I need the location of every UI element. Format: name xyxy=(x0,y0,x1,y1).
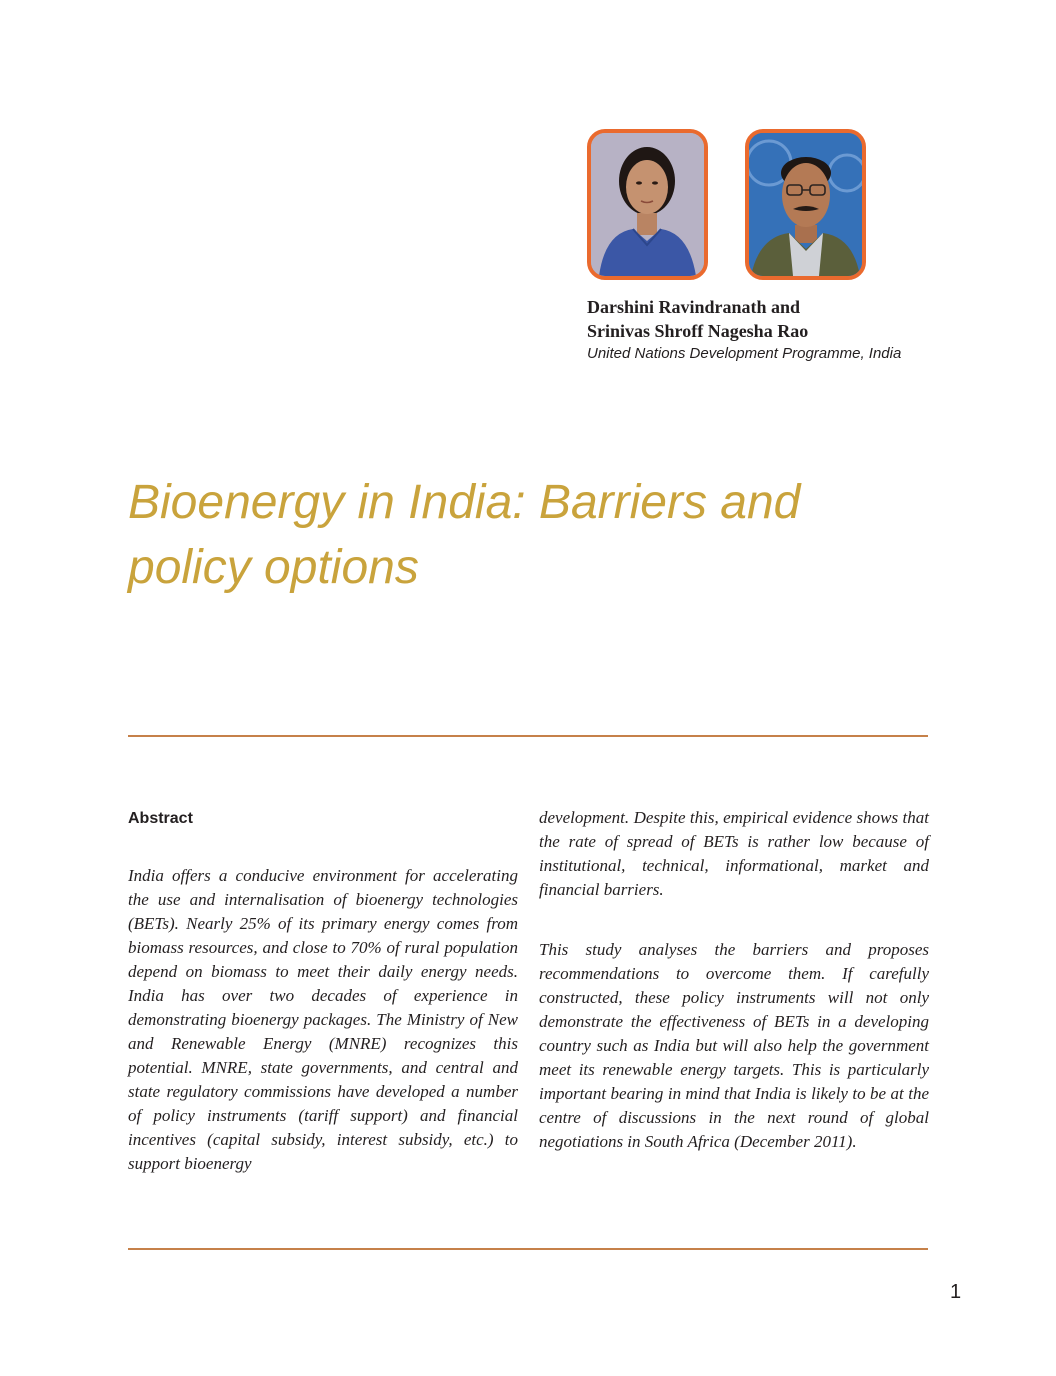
author-affiliation: United Nations Development Programme, India xyxy=(587,345,902,362)
author-name-line-2: Srinivas Shroff Nagesha Rao xyxy=(587,321,809,341)
abstract-paragraph-left: India offers a conducive environment for accelerating the use and internalisation of bioenergy technologies (BETs). Nearly 25% of its primary energy comes from biomass resources, and close to 70% of rural population depend on biomass to meet their daily energy needs. India has over two decades of experience in demonstrating bioenergy packages. The Ministry of New and Renewable Energy (MNRE) recognizes this potential. MNRE, state governments, and central and state regulatory commissions have developed a number of policy instruments (tariff support) and financial incentives (capital subsidy, interest subsidy, etc.) to support bioenergy xyxy=(128,866,518,1173)
abstract-paragraph-right-2: This study analyses the barriers and proposes recommendations to overcome them. If carefully constructed, these policy instruments will not only demonstrate the effectiveness of BETs in a developing country such as India but will also help the government meet its renewable energy targets. This is particularly important bearing in mind that India is likely to be at the centre of discussions in the next round of global negotiations in South Africa (December 2011). xyxy=(539,940,929,1151)
page-number: 1 xyxy=(950,1281,962,1303)
abstract-heading: Abstract xyxy=(128,810,193,827)
divider-bottom xyxy=(128,1248,928,1250)
author-block xyxy=(587,295,967,365)
author-photo-srinivas xyxy=(745,129,866,280)
author-photo-darshini xyxy=(587,129,708,280)
article-title: Bioenergy in India: Barriers and policy options xyxy=(128,476,801,594)
portrait-man-image xyxy=(749,133,862,276)
portrait-woman-image xyxy=(591,133,704,276)
author-name-line-1: Darshini Ravindranath and xyxy=(587,297,801,317)
abstract-paragraph-right-1: development. Despite this, empirical evidence shows that the rate of spread of BETs is rather low because of institutional, technical, informational, market and financial barriers. xyxy=(539,808,929,899)
divider-top xyxy=(128,735,928,737)
